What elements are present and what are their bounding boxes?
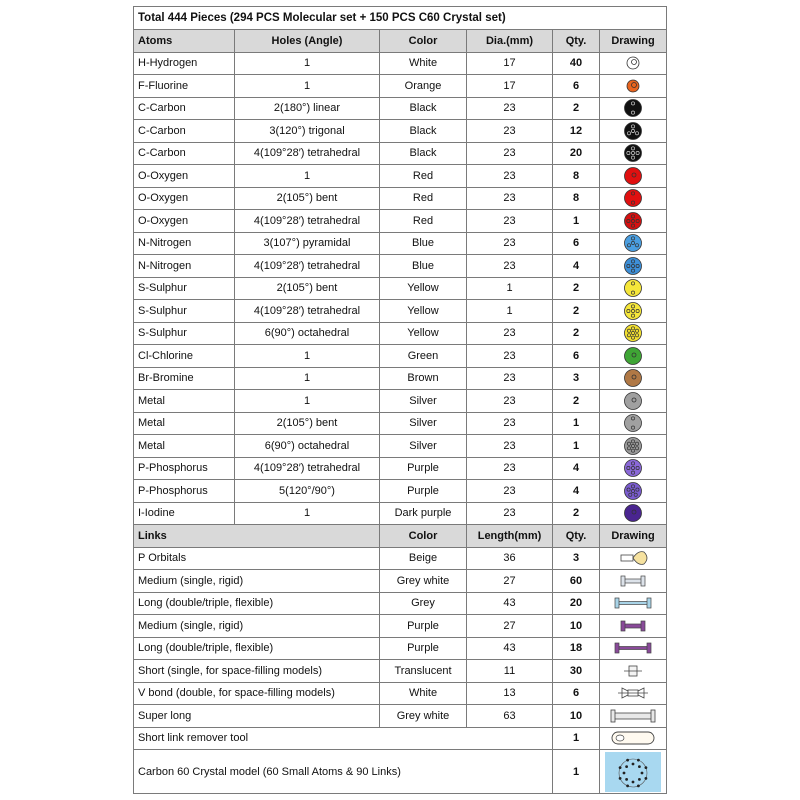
atom-holes: 1 — [235, 367, 380, 390]
link-qty: 20 — [553, 592, 600, 615]
atom-color: Silver — [380, 390, 467, 413]
c60-drawing — [600, 750, 667, 794]
atom-name: P-Phosphorus — [134, 480, 235, 503]
atom-holes: 4(109°28′) tetrahedral — [235, 142, 380, 165]
atom-holes: 1 — [235, 502, 380, 525]
atom-color: Green — [380, 345, 467, 368]
length-header: Length(mm) — [467, 525, 553, 548]
link-length: 36 — [467, 547, 553, 570]
atom-row — [134, 210, 667, 233]
atom-row — [134, 412, 667, 435]
atom-row — [134, 367, 667, 390]
black-ball-trigonal-icon — [622, 121, 644, 141]
atom-holes: 1 — [235, 165, 380, 188]
silver-ball-bent-icon — [622, 413, 644, 433]
link-length: 27 — [467, 615, 553, 638]
purple-ball-tetrahedral-icon — [622, 458, 644, 478]
link-qty: 3 — [553, 547, 600, 570]
atom-drawing — [600, 52, 667, 75]
link-drawing — [600, 547, 667, 570]
atom-row — [134, 97, 667, 120]
atom-row — [134, 75, 667, 98]
drawing-header: Drawing — [600, 30, 667, 53]
link-row — [134, 637, 667, 660]
atom-drawing — [600, 322, 667, 345]
link-length: 11 — [467, 660, 553, 683]
atom-holes: 1 — [235, 52, 380, 75]
black-ball-linear-icon — [622, 98, 644, 118]
atom-name: H-Hydrogen — [134, 52, 235, 75]
atom-name: Metal — [134, 435, 235, 458]
black-ball-tetrahedral-icon — [622, 143, 644, 163]
link-color: Beige — [380, 547, 467, 570]
atom-drawing — [600, 300, 667, 323]
atom-drawing — [600, 435, 667, 458]
atom-qty: 3 — [553, 367, 600, 390]
p-orbital-icon — [608, 549, 658, 567]
atom-holes: 2(105°) bent — [235, 277, 380, 300]
atom-name: S-Sulphur — [134, 322, 235, 345]
link-length: 43 — [467, 637, 553, 660]
atom-qty: 4 — [553, 480, 600, 503]
link-qty: 10 — [553, 705, 600, 728]
atom-color: Orange — [380, 75, 467, 98]
atom-dia: 17 — [467, 52, 553, 75]
red-ball-1-hole-icon — [622, 166, 644, 186]
atom-dia: 23 — [467, 120, 553, 143]
atom-qty: 8 — [553, 187, 600, 210]
atom-drawing — [600, 277, 667, 300]
tool-name: Short link remover tool — [134, 727, 553, 750]
link-row — [134, 547, 667, 570]
atom-drawing — [600, 232, 667, 255]
atom-color: Red — [380, 187, 467, 210]
link-length: 27 — [467, 570, 553, 593]
atom-holes: 4(109°28′) tetrahedral — [235, 210, 380, 233]
atom-name: S-Sulphur — [134, 300, 235, 323]
c60-crystal-model-icon — [605, 752, 661, 792]
atom-row — [134, 120, 667, 143]
atom-dia: 23 — [467, 255, 553, 278]
yellow-ball-octahedral-icon — [622, 323, 644, 343]
atom-row — [134, 457, 667, 480]
atom-drawing — [600, 480, 667, 503]
atom-color: Yellow — [380, 322, 467, 345]
link-qty: 18 — [553, 637, 600, 660]
atom-dia: 23 — [467, 322, 553, 345]
atom-qty: 6 — [553, 75, 600, 98]
atom-drawing — [600, 367, 667, 390]
atom-color: Red — [380, 165, 467, 188]
atom-drawing — [600, 390, 667, 413]
atom-holes: 2(105°) bent — [235, 412, 380, 435]
atom-qty: 8 — [553, 165, 600, 188]
link-name: Medium (single, rigid) — [134, 615, 380, 638]
translucent-short-link-icon — [608, 662, 658, 680]
atom-color: Brown — [380, 367, 467, 390]
atom-dia: 23 — [467, 435, 553, 458]
atom-holes: 4(109°28′) tetrahedral — [235, 457, 380, 480]
atom-holes: 4(109°28′) tetrahedral — [235, 300, 380, 323]
link-drawing — [600, 660, 667, 683]
links-header-row — [134, 525, 667, 548]
atom-drawing — [600, 457, 667, 480]
dark-purple-ball-icon — [622, 503, 644, 523]
link-length: 43 — [467, 592, 553, 615]
atom-row — [134, 187, 667, 210]
blue-ball-pyramidal-icon — [622, 233, 644, 253]
atom-row — [134, 142, 667, 165]
link-name: Long (double/triple, flexible) — [134, 637, 380, 660]
atom-holes: 1 — [235, 390, 380, 413]
atom-holes: 6(90°) octahedral — [235, 322, 380, 345]
purple-medium-link-icon — [608, 617, 658, 635]
link-row — [134, 705, 667, 728]
atom-dia: 23 — [467, 345, 553, 368]
atom-drawing — [600, 142, 667, 165]
atom-drawing — [600, 120, 667, 143]
atom-drawing — [600, 187, 667, 210]
atom-color: Black — [380, 97, 467, 120]
silver-ball-1-hole-icon — [622, 391, 644, 411]
link-row — [134, 570, 667, 593]
atom-holes: 2(180°) linear — [235, 97, 380, 120]
atom-row — [134, 52, 667, 75]
atom-dia: 23 — [467, 502, 553, 525]
atom-qty: 6 — [553, 345, 600, 368]
link-color: Grey white — [380, 570, 467, 593]
atom-row — [134, 232, 667, 255]
atom-qty: 2 — [553, 390, 600, 413]
atom-qty: 1 — [553, 210, 600, 233]
link-name: Medium (single, rigid) — [134, 570, 380, 593]
grey-white-super-long-link-icon — [608, 707, 658, 725]
atom-dia: 23 — [467, 187, 553, 210]
purple-long-link-icon — [608, 639, 658, 657]
link-drawing — [600, 705, 667, 728]
atom-name: Metal — [134, 412, 235, 435]
atom-row — [134, 322, 667, 345]
atom-color: Yellow — [380, 300, 467, 323]
link-drawing-header: Drawing — [600, 525, 667, 548]
atom-holes: 2(105°) bent — [235, 187, 380, 210]
link-qty-header: Qty. — [553, 525, 600, 548]
yellow-ball-bent-icon — [622, 278, 644, 298]
atom-dia: 23 — [467, 480, 553, 503]
link-row — [134, 682, 667, 705]
atom-dia: 23 — [467, 367, 553, 390]
red-ball-bent-icon — [622, 188, 644, 208]
link-color: Translucent — [380, 660, 467, 683]
c60-row — [134, 750, 667, 794]
atom-dia: 23 — [467, 232, 553, 255]
atom-qty: 2 — [553, 322, 600, 345]
atom-name: S-Sulphur — [134, 277, 235, 300]
atom-name: I-Iodine — [134, 502, 235, 525]
blue-ball-tetrahedral-icon — [622, 256, 644, 276]
atom-holes: 1 — [235, 345, 380, 368]
atom-dia: 23 — [467, 457, 553, 480]
link-drawing — [600, 615, 667, 638]
atom-name: Metal — [134, 390, 235, 413]
atom-qty: 12 — [553, 120, 600, 143]
tool-drawing — [600, 727, 667, 750]
holes-header: Holes (Angle) — [235, 30, 380, 53]
atom-color: White — [380, 52, 467, 75]
c60-name: Carbon 60 Crystal model (60 Small Atoms & 90 Links) — [134, 750, 553, 794]
atom-holes: 6(90°) octahedral — [235, 435, 380, 458]
title-row — [134, 7, 667, 30]
red-ball-tetrahedral-icon — [622, 211, 644, 231]
atom-name: C-Carbon — [134, 120, 235, 143]
atom-name: N-Nitrogen — [134, 255, 235, 278]
atom-name: Cl-Chlorine — [134, 345, 235, 368]
atom-row — [134, 255, 667, 278]
atom-color: Purple — [380, 480, 467, 503]
white-v-bond-icon — [608, 684, 658, 702]
link-name: V bond (double, for space-filling models) — [134, 682, 380, 705]
atom-name: P-Phosphorus — [134, 457, 235, 480]
white-ball-1-hole-icon — [622, 53, 644, 73]
atom-holes: 1 — [235, 75, 380, 98]
atom-color: Silver — [380, 435, 467, 458]
tool-qty: 1 — [553, 727, 600, 750]
link-row — [134, 660, 667, 683]
atom-row — [134, 435, 667, 458]
atom-name: O-Oxygen — [134, 187, 235, 210]
atom-qty: 40 — [553, 52, 600, 75]
atom-dia: 17 — [467, 75, 553, 98]
atom-qty: 2 — [553, 300, 600, 323]
link-drawing — [600, 682, 667, 705]
atom-name: O-Oxygen — [134, 210, 235, 233]
atom-holes: 4(109°28′) tetrahedral — [235, 255, 380, 278]
table-title: Total 444 Pieces (294 PCS Molecular set + 150 PCS C60 Crystal set) — [134, 7, 667, 30]
atom-color: Dark purple — [380, 502, 467, 525]
atom-qty: 2 — [553, 502, 600, 525]
atom-drawing — [600, 502, 667, 525]
link-qty: 30 — [553, 660, 600, 683]
atom-row — [134, 480, 667, 503]
qty-header: Qty. — [553, 30, 600, 53]
atom-qty: 2 — [553, 97, 600, 120]
link-name: Long (double/triple, flexible) — [134, 592, 380, 615]
color-header: Color — [380, 30, 467, 53]
atom-drawing — [600, 345, 667, 368]
atom-name: Br-Bromine — [134, 367, 235, 390]
atom-name: O-Oxygen — [134, 165, 235, 188]
atom-dia: 23 — [467, 390, 553, 413]
atom-color: Blue — [380, 255, 467, 278]
atom-qty: 20 — [553, 142, 600, 165]
link-length: 13 — [467, 682, 553, 705]
atom-qty: 2 — [553, 277, 600, 300]
atom-color: Silver — [380, 412, 467, 435]
atom-qty: 4 — [553, 255, 600, 278]
link-qty: 60 — [553, 570, 600, 593]
atom-drawing — [600, 210, 667, 233]
atom-color: Blue — [380, 232, 467, 255]
atom-drawing — [600, 412, 667, 435]
atom-drawing — [600, 75, 667, 98]
atom-row — [134, 345, 667, 368]
link-drawing — [600, 637, 667, 660]
link-color: Grey white — [380, 705, 467, 728]
green-ball-icon — [622, 346, 644, 366]
atom-color: Yellow — [380, 277, 467, 300]
atom-holes: 3(107°) pyramidal — [235, 232, 380, 255]
atom-name: C-Carbon — [134, 97, 235, 120]
atom-holes: 3(120°) trigonal — [235, 120, 380, 143]
atom-color: Black — [380, 142, 467, 165]
link-drawing — [600, 592, 667, 615]
atom-name: F-Fluorine — [134, 75, 235, 98]
link-qty: 10 — [553, 615, 600, 638]
grey-long-link-icon — [608, 594, 658, 612]
link-color: White — [380, 682, 467, 705]
atom-dia: 23 — [467, 165, 553, 188]
atom-qty: 6 — [553, 232, 600, 255]
atom-dia: 1 — [467, 277, 553, 300]
atom-dia: 23 — [467, 210, 553, 233]
atom-dia: 23 — [467, 142, 553, 165]
atom-qty: 1 — [553, 435, 600, 458]
link-drawing — [600, 570, 667, 593]
dia-header: Dia.(mm) — [467, 30, 553, 53]
link-name: Short (single, for space-filling models) — [134, 660, 380, 683]
atom-color: Red — [380, 210, 467, 233]
link-color-header: Color — [380, 525, 467, 548]
tool-row — [134, 727, 667, 750]
yellow-ball-tetrahedral-icon — [622, 301, 644, 321]
links-header: Links — [134, 525, 380, 548]
link-length: 63 — [467, 705, 553, 728]
atom-color: Black — [380, 120, 467, 143]
atom-dia: 23 — [467, 97, 553, 120]
atom-color: Purple — [380, 457, 467, 480]
link-name: Super long — [134, 705, 380, 728]
link-row — [134, 592, 667, 615]
atom-dia: 23 — [467, 412, 553, 435]
link-qty: 6 — [553, 682, 600, 705]
atom-drawing — [600, 165, 667, 188]
atom-drawing — [600, 97, 667, 120]
orange-ball-1-hole-icon — [622, 76, 644, 96]
link-row — [134, 615, 667, 638]
link-remover-tool-icon — [608, 729, 658, 747]
atoms-header-row — [134, 30, 667, 53]
parts-table — [133, 6, 667, 794]
atom-row — [134, 277, 667, 300]
atom-qty: 4 — [553, 457, 600, 480]
link-color: Purple — [380, 637, 467, 660]
c60-qty: 1 — [553, 750, 600, 794]
atom-qty: 1 — [553, 412, 600, 435]
brown-ball-icon — [622, 368, 644, 388]
atom-name: N-Nitrogen — [134, 232, 235, 255]
grey-white-medium-link-icon — [608, 572, 658, 590]
atom-name: C-Carbon — [134, 142, 235, 165]
atom-holes: 5(120°/90°) — [235, 480, 380, 503]
atom-dia: 1 — [467, 300, 553, 323]
link-name: P Orbitals — [134, 547, 380, 570]
silver-ball-octahedral-icon — [622, 436, 644, 456]
atom-row — [134, 300, 667, 323]
link-color: Purple — [380, 615, 467, 638]
atom-row — [134, 390, 667, 413]
atoms-header: Atoms — [134, 30, 235, 53]
purple-ball-5-hole-icon — [622, 481, 644, 501]
atom-drawing — [600, 255, 667, 278]
atom-row — [134, 502, 667, 525]
atom-row — [134, 165, 667, 188]
link-color: Grey — [380, 592, 467, 615]
